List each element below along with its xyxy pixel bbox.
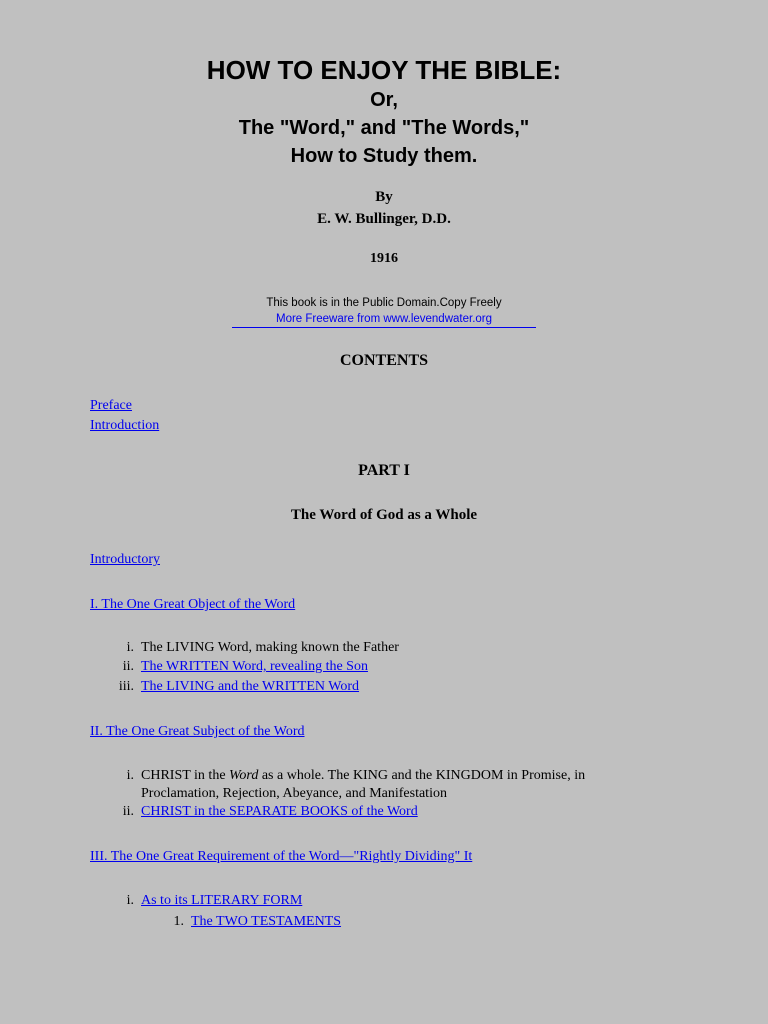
sub-list-item-link[interactable]: The TWO TESTAMENTS (191, 914, 342, 929)
book-subtitle-words: The "Word," and "The Words," (238, 117, 530, 139)
book-subtitle-study: How to Study them. (290, 145, 478, 167)
list-item-text-em: Word (229, 768, 259, 783)
section-3-link[interactable]: III. The One Great Requirement of the Word—"Rightly Dividing" It (90, 849, 473, 864)
list-item-number: ii. (122, 804, 134, 819)
section-3-list (90, 892, 650, 931)
list-item-number: i. (126, 768, 134, 783)
list-item (90, 892, 650, 910)
list-item (90, 639, 650, 657)
list-item-text-pre: CHRIST in the (141, 768, 230, 783)
list-item-link[interactable]: The LIVING and the WRITTEN Word (141, 679, 360, 694)
list-item-link[interactable]: As to its LITERARY FORM (141, 893, 303, 908)
list-item-number: i. (126, 893, 134, 908)
book-subtitle-or: Or, (370, 89, 398, 111)
section-1-link[interactable]: I. The One Great Object of the Word (90, 597, 296, 612)
publication-year: 1916 (370, 251, 398, 266)
preface-link[interactable]: Preface (90, 398, 132, 413)
list-item (90, 767, 650, 803)
list-item-link[interactable]: The WRITTEN Word, revealing the Son (141, 659, 368, 674)
section-2-link[interactable]: II. The One Great Subject of the Word (90, 724, 305, 739)
section-1-list (90, 639, 650, 696)
part-heading: PART I (358, 462, 410, 479)
list-item (90, 803, 650, 821)
list-item-text: The LIVING Word, making known the Father (141, 640, 399, 655)
public-domain-text: This book is in the Public Domain.Copy Freely (266, 297, 502, 309)
by-label: By (375, 189, 393, 205)
list-item-text (141, 768, 585, 801)
list-item (90, 658, 650, 676)
sub-list-item (90, 913, 650, 931)
list-item-number: iii. (118, 679, 134, 694)
introductory-link[interactable]: Introductory (90, 552, 160, 567)
list-item-number: i. (126, 640, 134, 655)
list-item (90, 678, 650, 696)
introduction-link[interactable]: Introduction (90, 418, 160, 433)
part-subtitle: The Word of God as a Whole (290, 507, 478, 523)
freeware-link[interactable]: More Freeware from www.levendwater.org (232, 311, 536, 328)
book-title: HOW TO ENJOY THE BIBLE: (206, 55, 562, 85)
sub-list-item-number: 1. (173, 914, 184, 929)
list-item-text-post: as a whole. The KING and the KINGDOM in Promise, in Proclamation, Rejection, Abeyance, and Manifestation (141, 768, 586, 801)
list-item-number: ii. (122, 659, 134, 674)
contents-heading: CONTENTS (339, 352, 429, 369)
public-domain-notice (232, 295, 536, 328)
byline (0, 186, 768, 230)
section-2-list (90, 767, 650, 821)
list-item-link[interactable]: CHRIST in the SEPARATE BOOKS of the Word (141, 804, 418, 819)
author-name: E. W. Bullinger, D.D. (317, 211, 451, 227)
title-block (0, 54, 768, 170)
